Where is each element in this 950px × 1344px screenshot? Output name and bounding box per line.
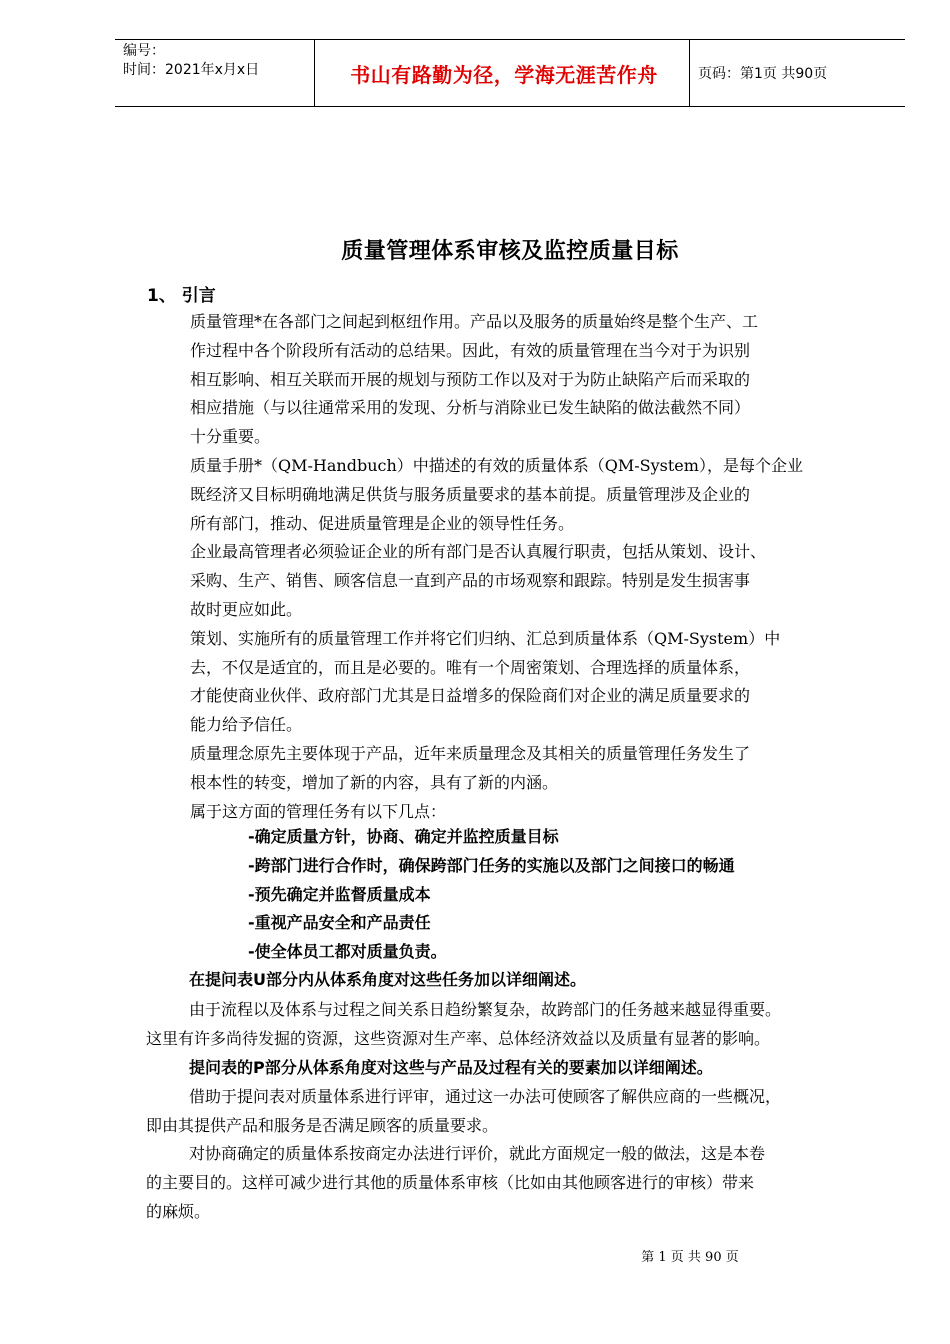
body-line: 相应措施（与以往通常采用的发现、分析与消除业已发生缺陷的做法截然不同）: [190, 398, 751, 418]
body-line: 作过程中各个阶段所有活动的总结果。因此，有效的质量管理在当今对于为识别: [190, 340, 751, 360]
paragraph-last: [146, 1139, 886, 1226]
body-line: 这里有许多尚待发掘的资源，这些资源对生产率、总体经济效益以及质量有显著的影响。: [146, 1029, 771, 1048]
paragraph-p: [146, 1082, 886, 1140]
body-line: 的麻烦。: [146, 1202, 211, 1221]
document-time: 时间：2021年x月x日: [123, 62, 260, 78]
body-line: 既经济又目标明确地满足供货与服务质量要求的基本前提。质量管理涉及企业的: [190, 484, 751, 504]
body-line: 质量手册*（QM-Handbuch）中描述的有效的质量体系（QM-System），是每个企业: [190, 455, 803, 475]
list-item: -确定质量方针，协商、确定并监控质量目标: [248, 827, 559, 846]
body-line: 质量理念原先主要体现于产品，近年来质量理念及其相关的质量管理任务发生了: [190, 743, 751, 763]
list-item: -重视产品安全和产品责任: [248, 913, 431, 933]
body-line: 属于这方面的管理任务有以下几点：: [190, 801, 447, 821]
paragraph-u: [146, 995, 886, 1053]
document-title: 质量管理体系审核及监控质量目标: [341, 239, 679, 264]
list-item: -使全体员工都对质量负责。: [248, 942, 447, 962]
body-line: 相互影响、相互关联而开展的规划与预防工作以及对于为防止缺陷产后而采取的: [190, 369, 751, 389]
header-motto: 书山有路勤为径，学海无涯苦作舟: [350, 62, 658, 87]
body-line: 采购、生产、销售、顾客信息一直到产品的市场观察和跟踪。特别是发生损害事: [190, 571, 751, 591]
header-divider-left: [314, 39, 315, 107]
page-footer: [0, 1246, 950, 1265]
body-line: 企业最高管理者必须验证企业的所有部门是否认真履行职责，包括从策划、设计、: [190, 542, 767, 562]
intro-body: [190, 308, 880, 826]
task-list: [248, 823, 735, 967]
list-item: -跨部门进行合作时，确保跨部门任务的实施以及部门之间接口的畅通: [248, 855, 735, 875]
body-line: 即由其提供产品和服务是否满足顾客的质量要求。: [146, 1116, 499, 1135]
body-line: 的主要目的。这样可减少进行其他的质量体系审核（比如由其他顾客进行的审核）带来: [146, 1173, 755, 1192]
body-line: 根本性的转变，增加了新的内容，具有了新的内涵。: [190, 772, 559, 792]
body-line: 借助于提问表对质量体系进行评审，通过这一办法可使顾客了解供应商的一些概况，: [189, 1087, 782, 1106]
body-line: 故时更应如此。: [190, 599, 303, 619]
list-item: -预先确定并监督质量成本: [248, 884, 431, 904]
body-line: 才能使商业伙伴、政府部门尤其是日益增多的保险商们对企业的满足质量要求的: [190, 686, 751, 706]
body-line: 所有部门，推动、促进质量管理是企业的领导性任务。: [190, 513, 575, 533]
header-meta: [123, 42, 259, 80]
body-line: 去，不仅是适宜的，而且是必要的。唯有一个周密策划、合理选择的质量体系，: [190, 657, 751, 677]
body-line: 策划、实施所有的质量管理工作并将它们归纳、汇总到质量体系（QM-System）中: [190, 628, 781, 648]
bold-statement-u: 在提问表U部分内从体系角度对这些任务加以详细阐述。: [189, 970, 586, 989]
document-number: 编号：: [123, 43, 165, 59]
body-line: 质量管理*在各部门之间起到枢纽作用。产品以及服务的质量始终是整个生产、工: [190, 312, 759, 331]
body-line: 对协商确定的质量体系按商定办法进行评价，就此方面规定一般的做法，这是本卷: [189, 1144, 766, 1163]
body-line: 十分重要。: [190, 427, 271, 447]
section-heading: 1、 引言: [147, 286, 216, 306]
bold-statement-p: 提问表的P部分从体系角度对这些与产品及过程有关的要素加以详细阐述。: [189, 1058, 713, 1077]
header-page-number: 页码：第1页 共90页: [698, 66, 828, 82]
body-line: 由于流程以及体系与过程之间关系日趋纷繁复杂，故跨部门的任务越来越显得重要。: [189, 1000, 782, 1019]
body-line: 能力给予信任。: [190, 715, 303, 735]
page-header: [115, 39, 905, 107]
footer-page-number: 第 1 页 共 90 页: [641, 1250, 739, 1265]
